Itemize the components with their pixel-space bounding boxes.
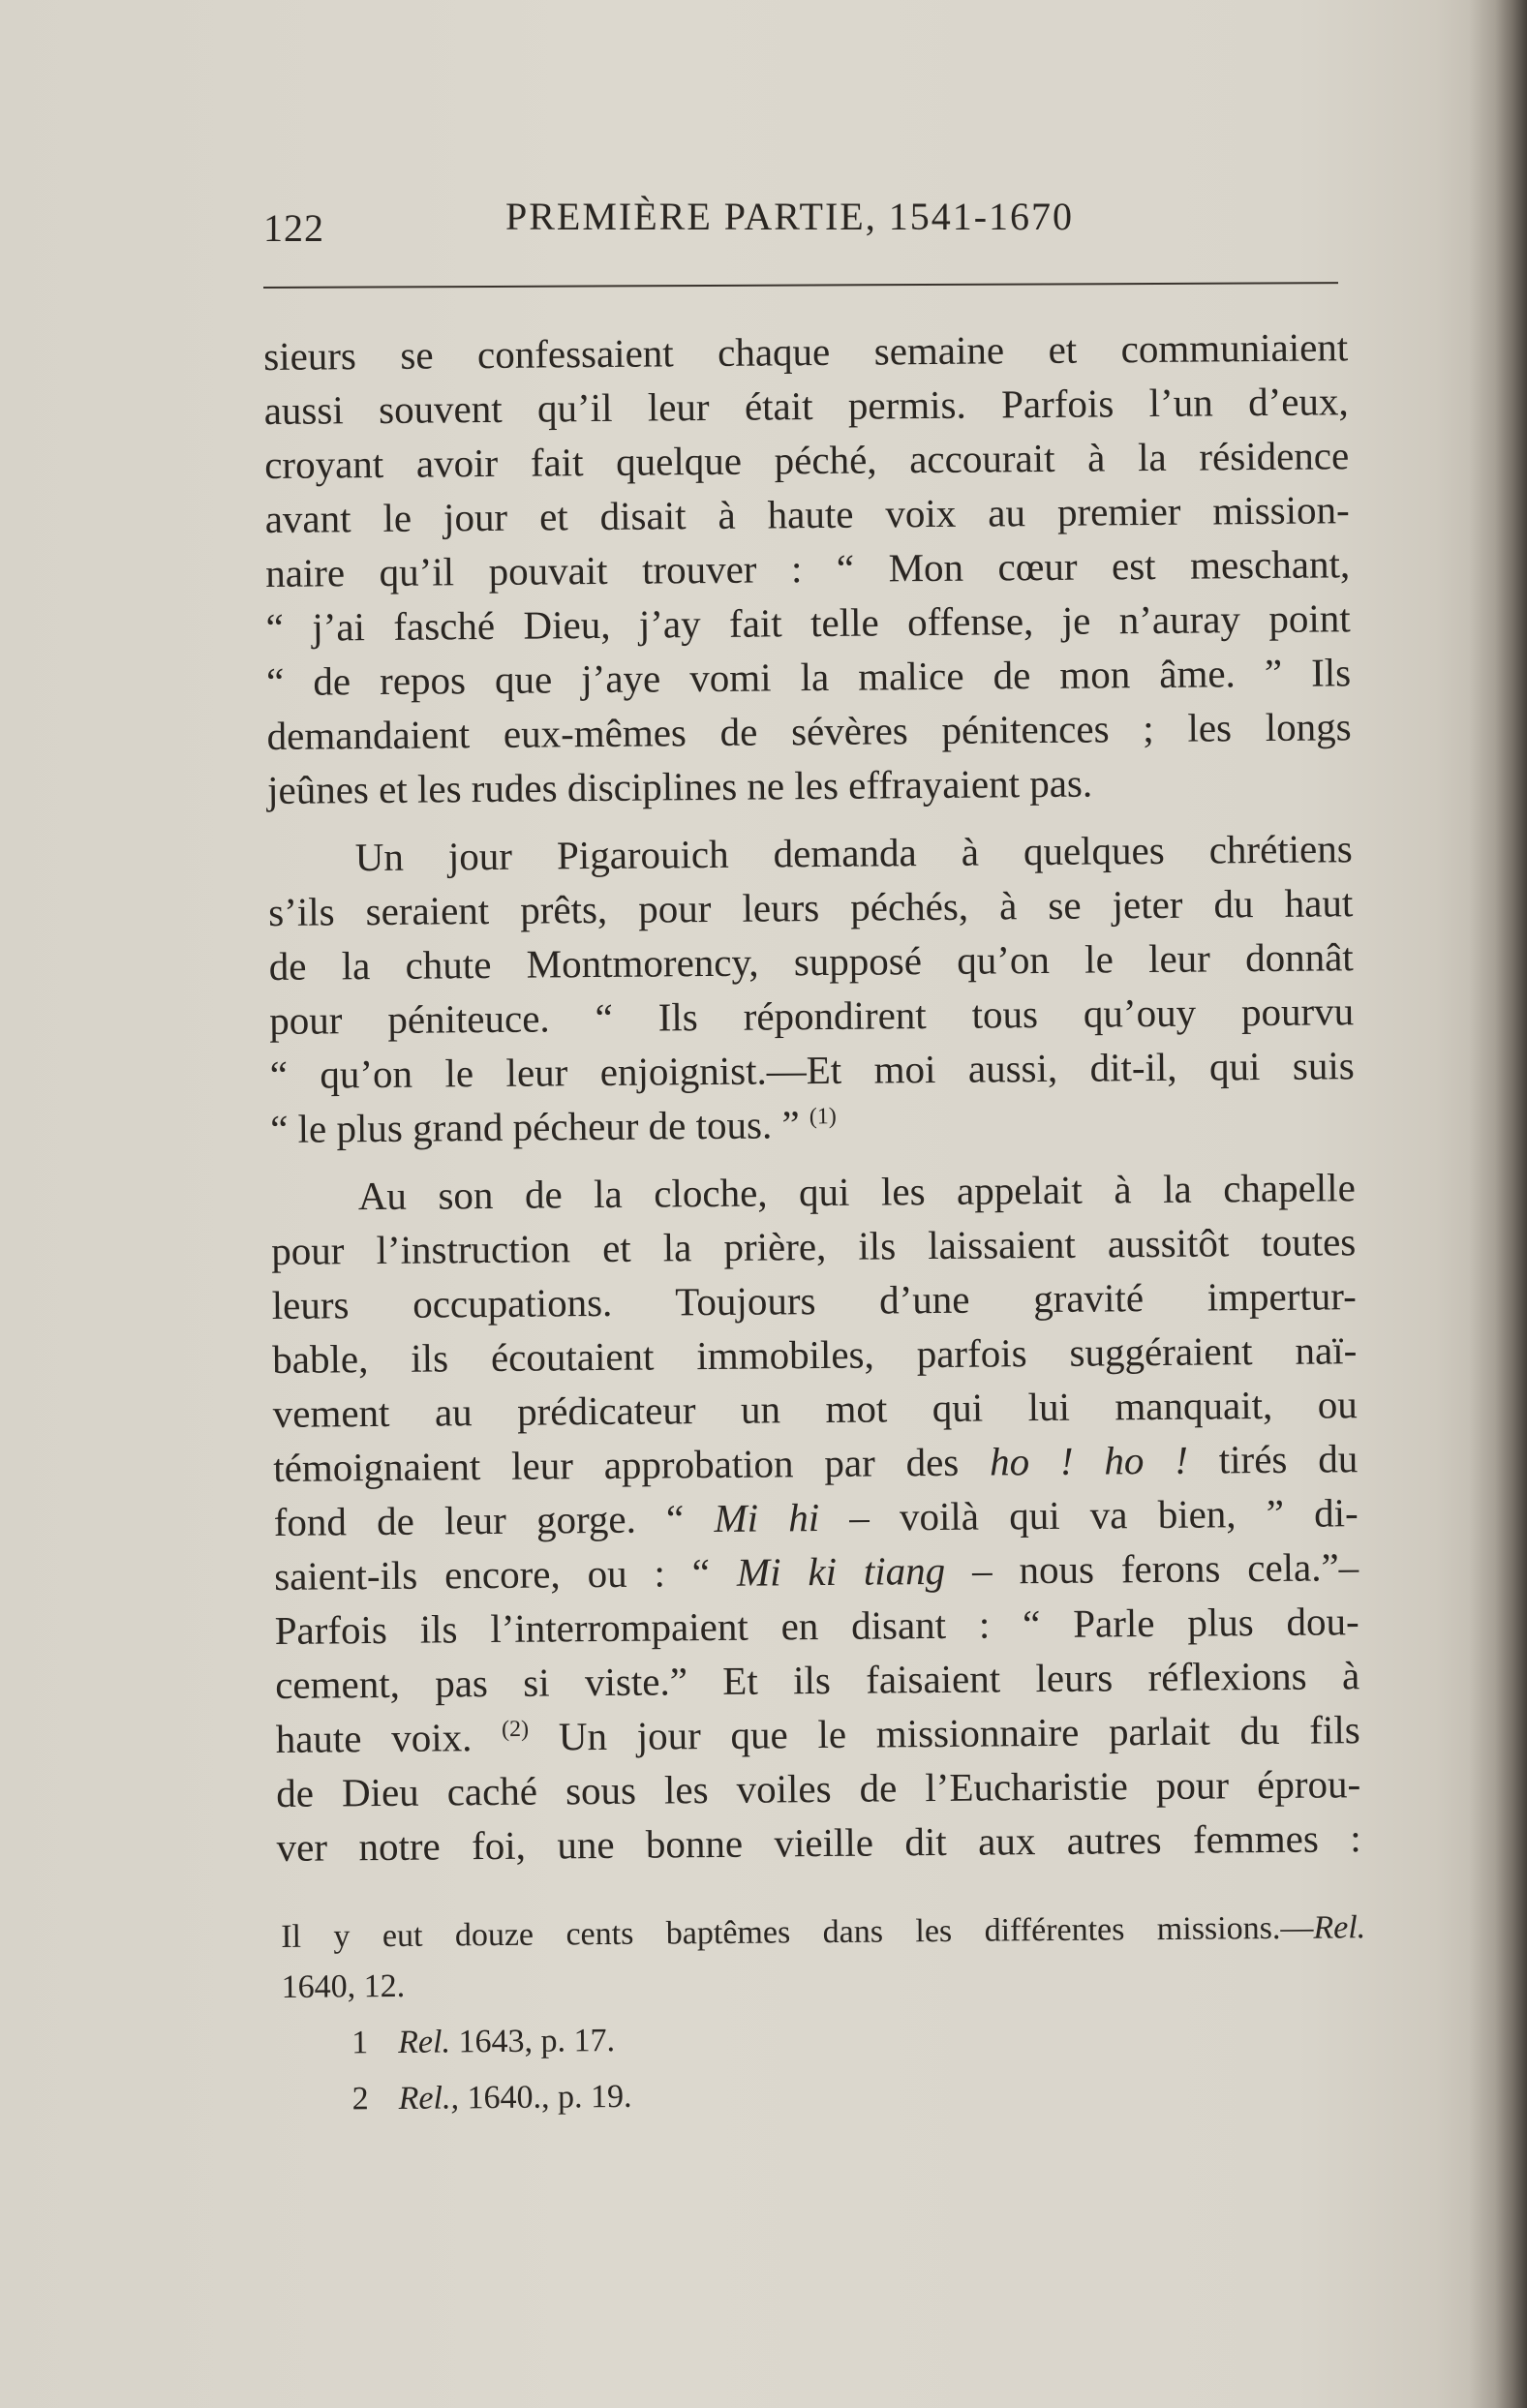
footnote-marker: (1) bbox=[809, 1104, 837, 1130]
text-fragment: – nous ferons cela.”– bbox=[944, 1544, 1359, 1593]
text-fragment: haute voix. bbox=[275, 1714, 503, 1761]
text-line: jeûnes et les rudes disciplines ne les effrayaient pas. bbox=[266, 760, 1093, 812]
text-line bbox=[274, 1539, 1359, 1603]
text-line: leurs occupations. Toujours d’une gravité impertur- bbox=[271, 1273, 1357, 1327]
footnote-ref bbox=[282, 2065, 1366, 2125]
footnote-number: 2 bbox=[351, 2081, 369, 2118]
text-fragment: fond de leur gorge. “ bbox=[273, 1495, 715, 1544]
footnote-number: 1 bbox=[351, 2025, 369, 2061]
text-line: pour l’instruction et la prière, ils laissaient aussitôt toutes bbox=[271, 1219, 1357, 1273]
text-line: “ qu’on le leur enjoignist.—Et moi aussi, dit-il, qui suis bbox=[269, 1043, 1355, 1097]
text-fragment: témoignaient leur approbation par des bbox=[273, 1439, 991, 1490]
italic-text: Rel., bbox=[398, 2080, 460, 2117]
italic-text: Rel. bbox=[398, 2024, 451, 2060]
text-fragment: tirés du bbox=[1187, 1436, 1359, 1482]
running-head: PREMIÈRE PARTIE, 1541-1670 bbox=[505, 195, 1075, 238]
text-line bbox=[274, 1485, 1359, 1549]
text-line: aussi souvent qu’il leur était permis. Parfois l’un d’eux, bbox=[263, 379, 1349, 433]
text-line: pour péniteuce. “ Ils répondirent tous qu’ouy pourvu bbox=[269, 989, 1355, 1043]
footnote-continuation-line2: 1640, 12. bbox=[281, 1967, 406, 2005]
text-line: Parfois ils l’interrompaient en disant : “ Parle plus dou- bbox=[274, 1599, 1359, 1653]
italic-text: Mi hi bbox=[714, 1495, 820, 1540]
text-fragment: 1643, p. 17. bbox=[449, 2022, 616, 2060]
italic-text: ho ! ho ! bbox=[989, 1437, 1189, 1484]
header-rule bbox=[263, 282, 1338, 289]
text-fragment: Il y eut douze cents baptêmes dans les différentes missions.— bbox=[281, 1909, 1314, 1955]
text-fragment: – voilà qui va bien, ” di- bbox=[818, 1490, 1359, 1540]
text-line: cement, pas si viste.” Et ils faisaient leurs réflexions à bbox=[275, 1653, 1360, 1707]
page-number: 122 bbox=[263, 206, 324, 250]
text-fragment: Un jour que le missionnaire parlait du fils bbox=[528, 1707, 1360, 1759]
text-line: de la chute Montmorency, supposé qu’on le leur donnât bbox=[268, 934, 1354, 989]
italic-text: Rel. bbox=[1313, 1909, 1366, 1946]
text-fragment: “ le plus grand pécheur de tous. ” bbox=[270, 1102, 800, 1151]
text-line: “ de repos que j’aye vomi la malice de mon âme. ” Ils bbox=[265, 650, 1352, 704]
text-line: vement au prédicateur un mot qui lui manquait, ou bbox=[272, 1382, 1358, 1436]
text-line: Au son de la cloche, qui les appelait à la chapelle bbox=[357, 1165, 1356, 1219]
page-gutter-shadow bbox=[1469, 0, 1527, 2408]
text-fragment: 1640., p. 19. bbox=[458, 2078, 632, 2117]
text-line: Un jour Pigarouich demanda à quelques chrétiens bbox=[354, 826, 1353, 880]
footnote-continuation bbox=[281, 1903, 1365, 1963]
text-fragment: saient-ils encore, ou : “ bbox=[274, 1549, 738, 1599]
footnote-marker: (2) bbox=[501, 1717, 530, 1743]
body-text bbox=[263, 320, 1361, 1875]
text-line: demandaient eux-mêmes de sévères pénitences ; les longs bbox=[266, 704, 1352, 758]
text-line bbox=[270, 1092, 1355, 1156]
text-line bbox=[275, 1702, 1359, 1766]
text-line: sieurs se confessaient chaque semaine et communiaient bbox=[263, 324, 1349, 379]
italic-text: Mi ki tiang bbox=[736, 1547, 946, 1595]
text-line: croyant avoir fait quelque péché, accourait à la résidence bbox=[264, 433, 1350, 487]
text-line: avant le jour et disait à haute voix au premier mission- bbox=[264, 487, 1350, 541]
text-line: bable, ils écoutaient immobiles, parfois suggéraient naï- bbox=[272, 1327, 1358, 1382]
text-line: de Dieu caché sous les voiles de l’Eucharistie pour éprou- bbox=[275, 1761, 1361, 1815]
text-line: ver notre foi, une bonne vieille dit aux autres femmes : bbox=[276, 1815, 1361, 1870]
text-line: naire qu’il pouvait trouver : “ Mon cœur est meschant, bbox=[264, 541, 1351, 595]
text-line: s’ils seraient prêts, pour leurs péchés, à se jeter du haut bbox=[268, 880, 1354, 934]
footnotes bbox=[281, 1903, 1367, 2125]
text-line bbox=[273, 1431, 1358, 1495]
text-line: “ j’ai fasché Dieu, j’ay fait telle offense, je n’auray point bbox=[265, 595, 1351, 650]
footnote-ref bbox=[282, 2009, 1366, 2069]
page-header bbox=[263, 194, 1348, 252]
